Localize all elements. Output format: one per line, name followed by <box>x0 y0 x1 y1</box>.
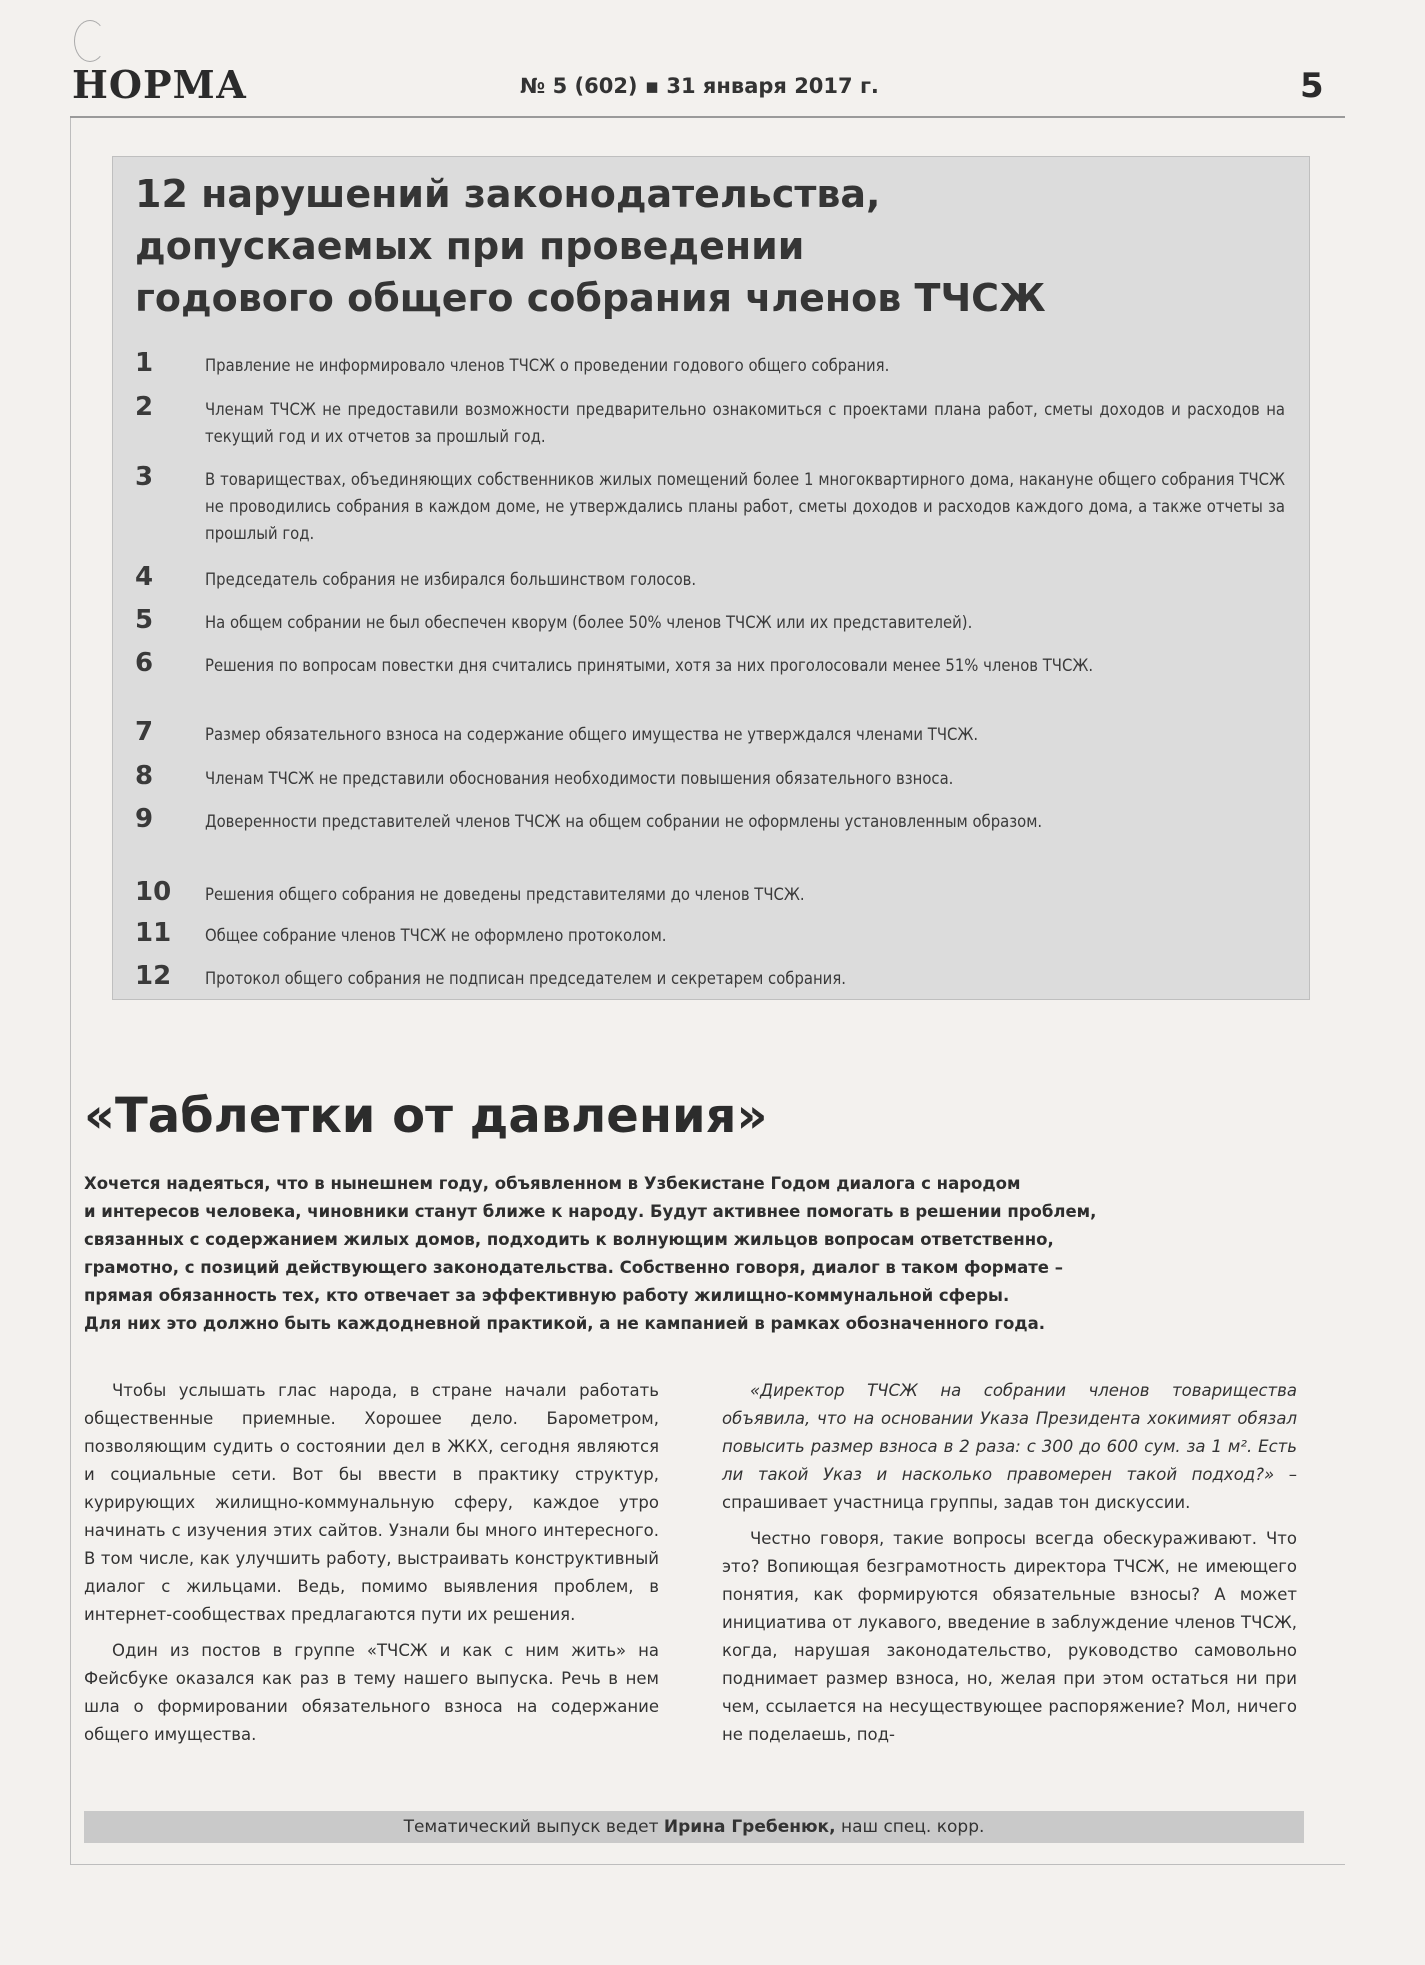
item-text: Решения общего собрания не доведены представителями до членов ТЧСЖ. <box>205 885 805 904</box>
article-lede <box>84 1170 1184 1338</box>
lede-line: Для них это должно быть каждодневной практикой, а не кампанией в рамках обозначенного года. <box>84 1314 1046 1333</box>
quote-text: «Директор ТЧСЖ на собрании членов товарищества объявила, что на основании Указа Президента хокимият обязал повысить размер взноса в 2 раза: с 300 до 600 сум. за 1 м². Есть ли такой Указ и насколько правомерен такой подход?» <box>722 1381 1297 1484</box>
footer-suffix: наш спец. корр. <box>835 1817 985 1837</box>
lede-line: Хочется надеяться, что в нынешнем году, объявленном в Узбекистане Годом диалога с народом <box>84 1174 1021 1193</box>
item-number: 2 <box>135 392 154 422</box>
item-text: Правление не информировало членов ТЧСЖ о проведении годового общего собрания. <box>205 356 890 375</box>
left-rule <box>70 118 71 1864</box>
masthead: НОРМА <box>72 62 248 107</box>
article-column-left <box>84 1377 659 1757</box>
item-text: Протокол общего собрания не подписан председателем и секретарем собрания. <box>205 969 846 988</box>
box-title-line: допускаемых при проведении <box>135 224 805 268</box>
item-number: 5 <box>135 605 154 635</box>
lede-line: грамотно, с позиций действующего законодательства. Собственно говоря, диалог в таком формате – <box>84 1258 1063 1277</box>
article-headline: «Таблетки от давления» <box>84 1088 768 1144</box>
item-number: 8 <box>135 761 154 791</box>
decorative-arc <box>74 20 106 62</box>
item-number: 10 <box>135 877 172 907</box>
footer-credit <box>84 1811 1304 1843</box>
item-text: На общем собрании не был обеспечен кворум (более 50% членов ТЧСЖ или их представителей). <box>205 613 973 632</box>
footer-prefix: Тематический выпуск ведет <box>403 1817 664 1837</box>
item-text: Членам ТЧСЖ не предоставили возможности предварительно ознакомиться с проектами плана работ, сметы доходов и расходов на текущий год и их отчетов за прошлый год. <box>205 400 1285 446</box>
box-title-line: 12 нарушений законодательства, <box>135 172 881 216</box>
item-number: 1 <box>135 348 154 378</box>
box-title <box>135 168 1235 324</box>
lede-line: прямая обязанность тех, кто отвечает за эффективную работу жилищно-коммунальной сферы. <box>84 1286 1010 1305</box>
header-rule <box>70 116 1345 118</box>
item-text: В товариществах, объединяющих собственников жилых помещений более 1 многоквартирного дома, накануне общего собрания ТЧСЖ не проводились собрания в каждом доме, не утверждались планы работ, сметы доходов и расходов каждого дома, а также отчеты за прошлый год. <box>205 470 1285 543</box>
item-text: Членам ТЧСЖ не представили обоснования необходимости повышения обязательного взноса. <box>205 769 954 788</box>
item-text: Доверенности представителей членов ТЧСЖ на общем собрании не оформлены установленным образом. <box>205 812 1043 831</box>
item-number: 6 <box>135 648 154 678</box>
lede-line: связанных с содержанием жилых домов, подходить к волнующим жильцов вопросам ответственно, <box>84 1230 1054 1249</box>
article-paragraph: Честно говоря, такие вопросы всегда обескураживают. Что это? Вопиющая безграмотность директора ТЧСЖ, не имеющего понятия, как формируются обязательные взносы? А может инициатива от лукавого, введение в заблуждение членов ТЧСЖ, когда, нарушая законодательство, руководство самовольно поднимает размер взноса, но, желая при этом остаться ни при чем, ссылается на несуществующее распоряжение? Мол, ничего не поделаешь, под- <box>722 1529 1297 1744</box>
item-text: Размер обязательного взноса на содержание общего имущества не утверждался членами ТЧСЖ. <box>205 725 979 744</box>
item-number: 3 <box>135 462 154 492</box>
page-number: 5 <box>1300 66 1324 106</box>
article-paragraph: Один из постов в группе «ТЧСЖ и как с ним жить» на Фейсбуке оказался как раз в тему нашего выпуска. Речь в нем шла о формировании обязательного взноса на содержание общего имущества. <box>84 1641 659 1744</box>
item-text: Председатель собрания не избирался большинством голосов. <box>205 570 697 589</box>
issue-info: № 5 (602) ▪ 31 января 2017 г. <box>520 74 879 98</box>
item-number: 4 <box>135 562 154 592</box>
item-number: 12 <box>135 961 172 991</box>
item-number: 7 <box>135 717 154 747</box>
article-quote-paragraph <box>722 1377 1297 1517</box>
article-column-right <box>722 1377 1297 1757</box>
item-text: Общее собрание членов ТЧСЖ не оформлено протоколом. <box>205 926 667 945</box>
article-paragraph: Чтобы услышать глас народа, в стране начали работать общественные приемные. Хорошее дело. Барометром, позволяющим судить о состоянии дел в ЖКХ, сегодня являются и социальные сети. Вот бы ввести в практику структур, курирующих жилищно-коммунальную сферу, каждое утро начинать с изучения этих сайтов. Узнали бы много интересного. В том числе, как улучшить работу, выстраивать конструктивный диалог с жильцами. Ведь, помимо выявления проблем, в интернет-сообществах предлагаются пути их решения. <box>84 1381 659 1624</box>
lede-line: и интересов человека, чиновники станут ближе к народу. Будут активнее помогать в решении проблем, <box>84 1202 1097 1221</box>
quote-tail: – спрашивает участница группы, задав тон дискуссии. <box>722 1465 1298 1512</box>
item-number: 11 <box>135 918 172 948</box>
bottom-rule <box>70 1864 1345 1865</box>
box-title-line: годового общего собрания членов ТЧСЖ <box>135 276 1046 320</box>
footer-author: Ирина Гребенюк, <box>663 1817 836 1837</box>
item-number: 9 <box>135 804 154 834</box>
item-text: Решения по вопросам повестки дня считались принятыми, хотя за них проголосовали менее 51% членов ТЧСЖ. <box>205 656 1094 675</box>
